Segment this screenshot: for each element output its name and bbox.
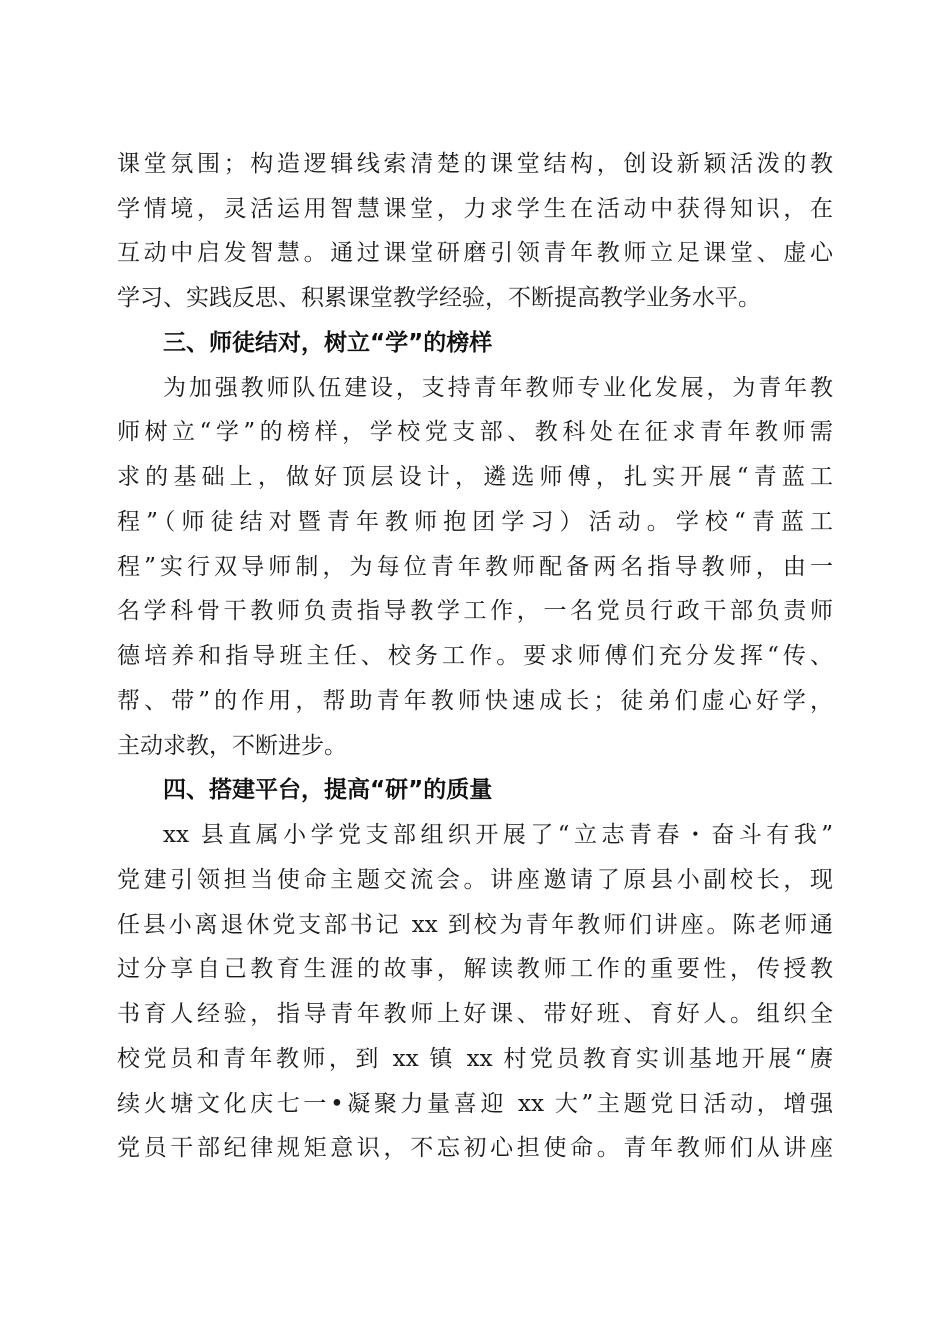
paragraph-line: xx 县直属小学党支部组织开展了“立志青春・奋斗有我” [163, 822, 833, 848]
paragraph-line: 帮、带”的作用，帮助青年教师快速成长；徒弟们虚心好学， [117, 688, 833, 714]
paragraph-line: 为加强教师队伍建设，支持青年教师专业化发展，为青年教 [163, 375, 833, 401]
paragraph-line: 求的基础上，做好顶层设计，遴选师傅，扎实开展“青蓝工 [117, 464, 833, 490]
paragraph-line: 书育人经验，指导青年教师上好课、带好班、育好人。组织全 [117, 1001, 833, 1027]
paragraph-line: 程”（师徒结对暨青年教师抱团学习）活动。学校“青蓝工 [117, 509, 833, 535]
paragraph-line: 党建引领担当使命主题交流会。讲座邀请了原县小副校长，现 [117, 867, 833, 893]
section-heading-3: 三、师徒结对，树立“学”的榜样 [163, 330, 493, 356]
paragraph-line: 互动中启发智慧。通过课堂研磨引领青年教师立足课堂、虚心 [117, 240, 833, 266]
section-heading-4: 四、搭建平台，提高“研”的质量 [163, 777, 493, 803]
paragraph-line: 过分享自己教育生涯的故事，解读教师工作的重要性，传授教 [117, 956, 833, 982]
paragraph-line: 德培养和指导班主任、校务工作。要求师傅们充分发挥“传、 [117, 643, 833, 669]
paragraph-line: 续火塘文化庆七一•凝聚力量喜迎 xx 大”主题党日活动，增强 [117, 1091, 833, 1117]
paragraph-line: 主动求教，不断进步。 [117, 733, 347, 759]
paragraph-line: 校党员和青年教师，到 xx 镇 xx 村党员教育实训基地开展“赓 [117, 1046, 833, 1072]
paragraph-line: 名学科骨干教师负责指导教学工作，一名党员行政干部负责师 [117, 598, 833, 624]
paragraph-line: 学情境，灵活运用智慧课堂，力求学生在活动中获得知识，在 [117, 196, 833, 222]
paragraph-line: 任县小离退休党支部书记 xx 到校为青年教师们讲座。陈老师通 [117, 912, 833, 938]
paragraph-line: 师树立“学”的榜样，学校党支部、教科处在征求青年教师需 [117, 419, 833, 445]
paragraph-line: 课堂氛围；构造逻辑线索清楚的课堂结构，创设新颖活泼的教 [117, 151, 833, 177]
paragraph-line: 程”实行双导师制，为每位青年教师配备两名指导教师，由一 [117, 554, 833, 580]
paragraph-line: 党员干部纪律规矩意识，不忘初心担使命。青年教师们从讲座 [117, 1135, 833, 1161]
paragraph-line: 学习、实践反思、积累课堂教学经验，不断提高教学业务水平。 [117, 285, 761, 311]
